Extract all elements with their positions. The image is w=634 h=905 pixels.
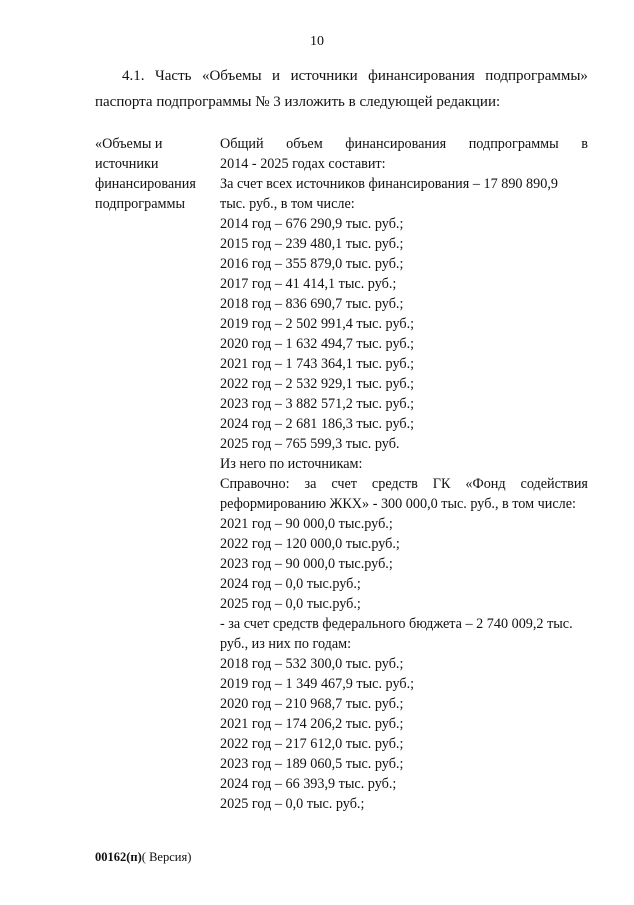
- years-federal-list: [220, 654, 588, 814]
- year-total-line: 2024 год – 2 681 186,3 тыс. руб.;: [220, 416, 415, 432]
- fund-word: Справочно:: [220, 476, 290, 492]
- year-total-line: 2014 год – 676 290,9 тыс. руб.;: [220, 216, 404, 232]
- content-word: Общий: [220, 136, 264, 152]
- content-line-2: 2014 - 2025 годах составит:: [220, 156, 386, 172]
- year-fund-line: 2021 год – 90 000,0 тыс.руб.;: [220, 516, 393, 532]
- year-total-line: 2025 год – 765 599,3 тыс. руб.: [220, 436, 400, 452]
- years-fund-list: [220, 514, 588, 614]
- year-total-line: 2019 год – 2 502 991,4 тыс. руб.;: [220, 316, 415, 332]
- year-total-line: 2022 год – 2 532 929,1 тыс. руб.;: [220, 376, 415, 392]
- content-word: в: [581, 136, 588, 152]
- content-line-1: [220, 134, 588, 154]
- intro-word: источники: [290, 68, 358, 84]
- intro-word: финансирования: [368, 68, 475, 84]
- year-total-line: 2021 год – 1 743 364,1 тыс. руб.;: [220, 356, 415, 372]
- fund-line-2: реформированию ЖКХ» - 300 000,0 тыс. руб., в том числе:: [220, 496, 577, 512]
- content-word: объем: [286, 136, 323, 152]
- intro-word: «Объемы: [201, 68, 262, 84]
- year-federal-line: 2019 год – 1 349 467,9 тыс. руб.;: [220, 676, 415, 692]
- document-version: ( Версия): [141, 850, 192, 864]
- year-federal-line: 2018 год – 532 300,0 тыс. руб.;: [220, 656, 404, 672]
- section-label-line: подпрограммы: [95, 196, 185, 212]
- fund-word: ГК: [432, 476, 451, 492]
- page-number: 10: [310, 34, 324, 49]
- financing-content: [220, 134, 588, 814]
- total-financing-line: За счет всех источников финансирования – 17 890 890,9: [220, 176, 558, 192]
- federal-line-2: руб., из них по годам:: [220, 636, 352, 652]
- section-label-line: источники: [95, 156, 159, 172]
- year-total-line: 2023 год – 3 882 571,2 тыс. руб.;: [220, 396, 415, 412]
- year-federal-line: 2023 год – 189 060,5 тыс. руб.;: [220, 756, 404, 772]
- fund-word: счет: [331, 476, 357, 492]
- section-label: [95, 134, 215, 214]
- sources-heading: Из него по источникам:: [220, 456, 363, 472]
- document-code: 00162(п): [95, 850, 142, 864]
- intro-word: и: [272, 68, 281, 84]
- intro-line-2: паспорта подпрограммы № 3 изложить в следующей редакции:: [95, 94, 501, 110]
- years-total-list: [220, 214, 588, 454]
- section-label-line: финансирования: [95, 176, 196, 192]
- document-footer: [95, 850, 191, 865]
- year-federal-line: 2024 год – 66 393,9 тыс. руб.;: [220, 776, 397, 792]
- total-financing-line-2: тыс. руб., в том числе:: [220, 196, 355, 212]
- year-total-line: 2016 год – 355 879,0 тыс. руб.;: [220, 256, 404, 272]
- year-total-line: 2017 год – 41 414,1 тыс. руб.;: [220, 276, 397, 292]
- intro-word: подпрограммы»: [485, 68, 588, 84]
- intro-word: 4.1.: [122, 68, 145, 84]
- section-label-line: «Объемы и: [95, 136, 163, 152]
- year-federal-line: 2025 год – 0,0 тыс. руб.;: [220, 796, 365, 812]
- content-word: финансирования: [345, 136, 447, 152]
- year-fund-line: 2024 год – 0,0 тыс.руб.;: [220, 576, 361, 592]
- fund-line-1: [220, 474, 588, 494]
- year-fund-line: 2022 год – 120 000,0 тыс.руб.;: [220, 536, 400, 552]
- fund-word: содействия: [520, 476, 588, 492]
- content-word: подпрограммы: [468, 136, 559, 152]
- year-fund-line: 2025 год – 0,0 тыс.руб.;: [220, 596, 361, 612]
- year-fund-line: 2023 год – 90 000,0 тыс.руб.;: [220, 556, 393, 572]
- year-total-line: 2018 год – 836 690,7 тыс. руб.;: [220, 296, 404, 312]
- fund-word: «Фонд: [465, 476, 506, 492]
- year-federal-line: 2020 год – 210 968,7 тыс. руб.;: [220, 696, 404, 712]
- intro-word: Часть: [155, 68, 192, 84]
- year-total-line: 2020 год – 1 632 494,7 тыс. руб.;: [220, 336, 415, 352]
- year-total-line: 2015 год – 239 480,1 тыс. руб.;: [220, 236, 404, 252]
- year-federal-line: 2021 год – 174 206,2 тыс. руб.;: [220, 716, 404, 732]
- intro-line-1: [122, 68, 588, 85]
- year-federal-line: 2022 год – 217 612,0 тыс. руб.;: [220, 736, 404, 752]
- fund-word: за: [304, 476, 317, 492]
- fund-word: средств: [371, 476, 418, 492]
- federal-line-1: - за счет средств федерального бюджета – 2 740 009,2 тыс.: [220, 616, 573, 632]
